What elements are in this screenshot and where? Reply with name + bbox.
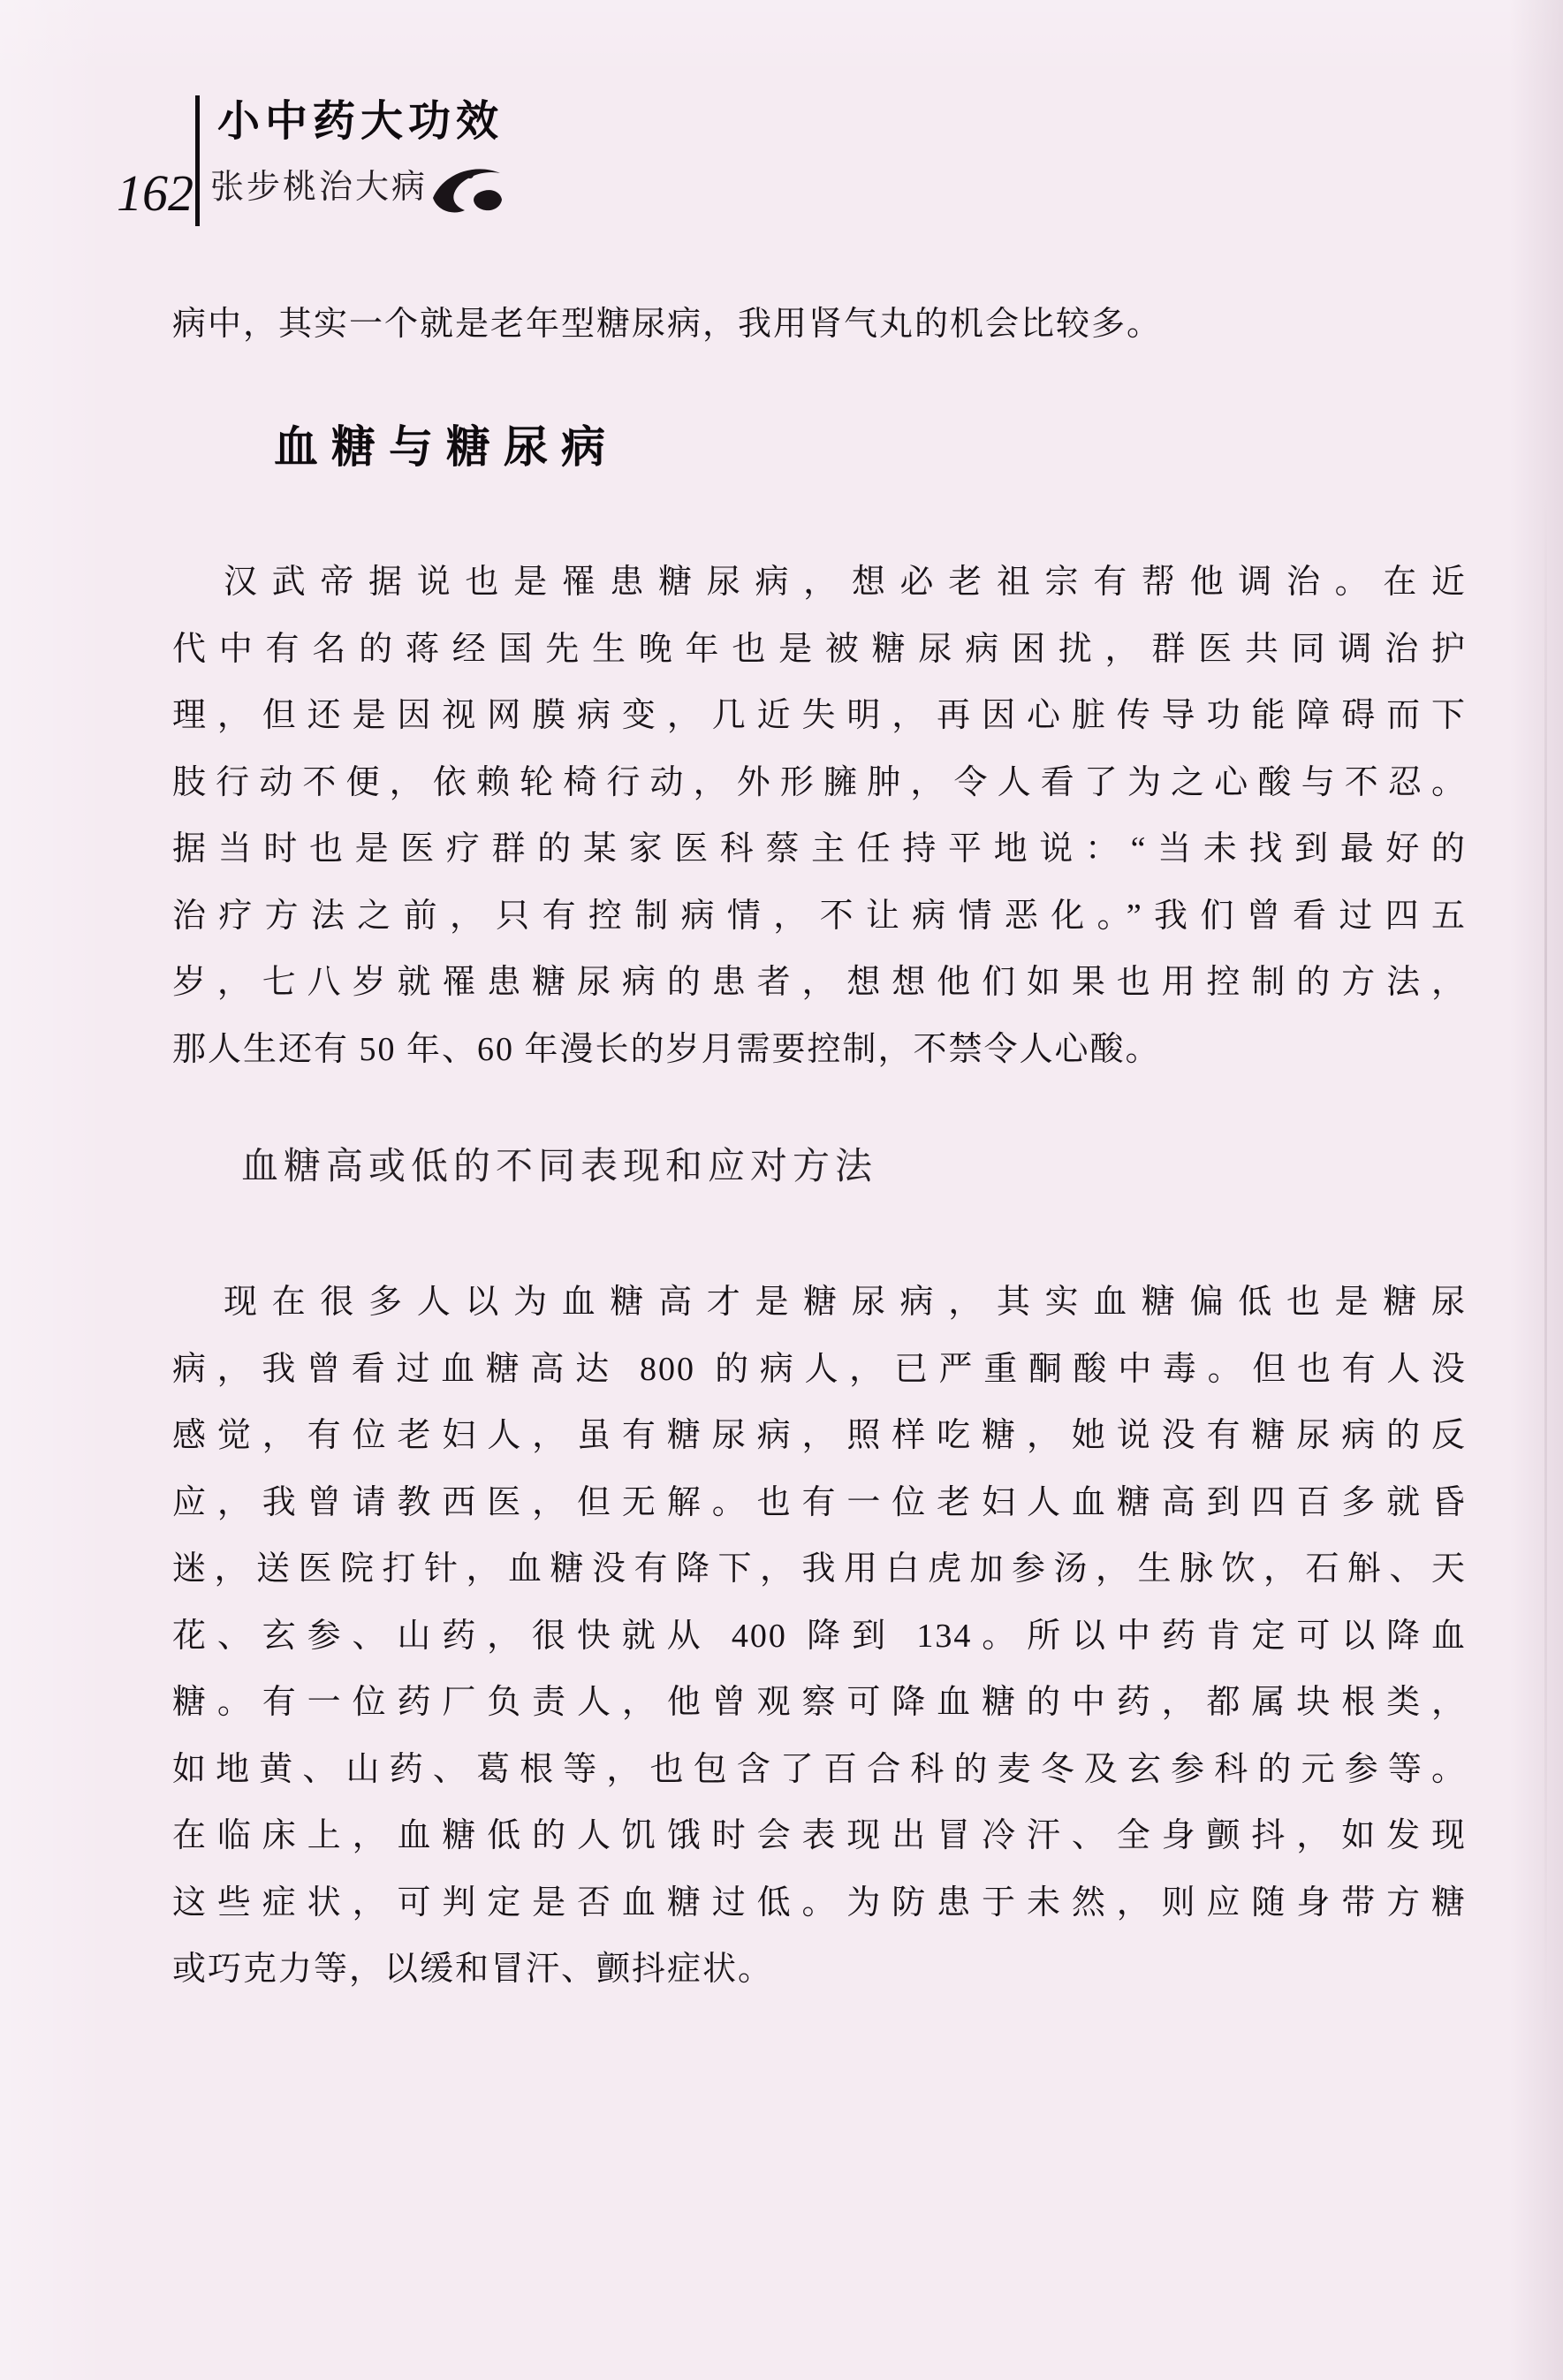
- body-text-line: 或巧克力等，以缓和冒汗、颤抖症状。: [172, 1951, 774, 1988]
- page-content: [172, 0, 1467, 2380]
- body-text-line: 现在很多人以为血糖高才是糖尿病，其实血糖偏低也是糖尿: [224, 1284, 1467, 1321]
- body-text-line: 迷，送医院打针，血糖没有降下，我用白虎加参汤，生脉饮，石斛、天: [172, 1550, 1467, 1588]
- body-text-line: 在临床上，血糖低的人饥饿时会表现出冒冷汗、全身颤抖，如发现: [172, 1817, 1467, 1854]
- body-text-line: 代中有名的蒋经国先生晚年也是被糖尿病困扰，群医共同调治护: [172, 630, 1467, 668]
- body-text-line: 糖。有一位药厂负责人，他曾观察可降血糖的中药，都属块根类，: [172, 1684, 1467, 1721]
- body-text-line: 如地黄、山药、葛根等，也包含了百合科的麦冬及玄参科的元参等。: [172, 1750, 1467, 1788]
- body-text-line: 花、玄参、山药，很快就从 400 降到 134。所以中药肯定可以降血: [172, 1617, 1467, 1655]
- book-title: 张步桃治大病: [210, 169, 429, 206]
- body-text-line: 病，我曾看过血糖高达 800 的病人，已严重酮酸中毒。但也有人没: [172, 1350, 1467, 1388]
- body-text-line: 肢行动不便，依赖轮椅行动，外形臃肿，令人看了为之心酸与不忍。: [172, 763, 1467, 801]
- paragraph: [172, 1270, 1467, 2004]
- body-text-line: 应，我曾请教西医，但无解。也有一位老妇人血糖高到四百多就昏: [172, 1483, 1467, 1521]
- paragraph: [172, 550, 1467, 1083]
- body-text-line: 岁，七八岁就罹患糖尿病的患者，想想他们如果也用控制的方法，: [172, 964, 1467, 1001]
- body-text-line: 治疗方法之前，只有控制病情，不让病情恶化。”我们曾看过四五: [172, 897, 1467, 935]
- paragraph-continuation: [172, 292, 1467, 359]
- body-text-line: 感觉，有位老妇人，虽有糖尿病，照样吃糖，她说没有糖尿病的反: [172, 1417, 1467, 1454]
- body-text-line: 汉武帝据说也是罹患糖尿病，想必老祖宗有帮他调治。在近: [224, 564, 1467, 601]
- section-heading: 血糖与糖尿病: [274, 422, 618, 472]
- body-text-line: 这些症状，可判定是否血糖过低。为防患于未然，则应随身带方糖: [172, 1884, 1467, 1921]
- sub-section-heading: 血糖高或低的不同表现和应对方法: [241, 1147, 878, 1187]
- page-number: 162: [117, 164, 193, 222]
- body-text-line: 理，但还是因视网膜病变，几近失明，再因心脏传导功能障碍而下: [172, 697, 1467, 734]
- body-text-line: 那人生还有 50 年、60 年漫长的岁月需要控制，不禁令人心酸。: [172, 1030, 1161, 1068]
- body-text-line: 病中，其实一个就是老年型糖尿病，我用肾气丸的机会比较多。: [172, 306, 1163, 343]
- body-text-line: 据当时也是医疗群的某家医科蔡主任持平地说：“当未找到最好的: [172, 830, 1467, 868]
- series-title: 小中药大功效: [217, 98, 505, 145]
